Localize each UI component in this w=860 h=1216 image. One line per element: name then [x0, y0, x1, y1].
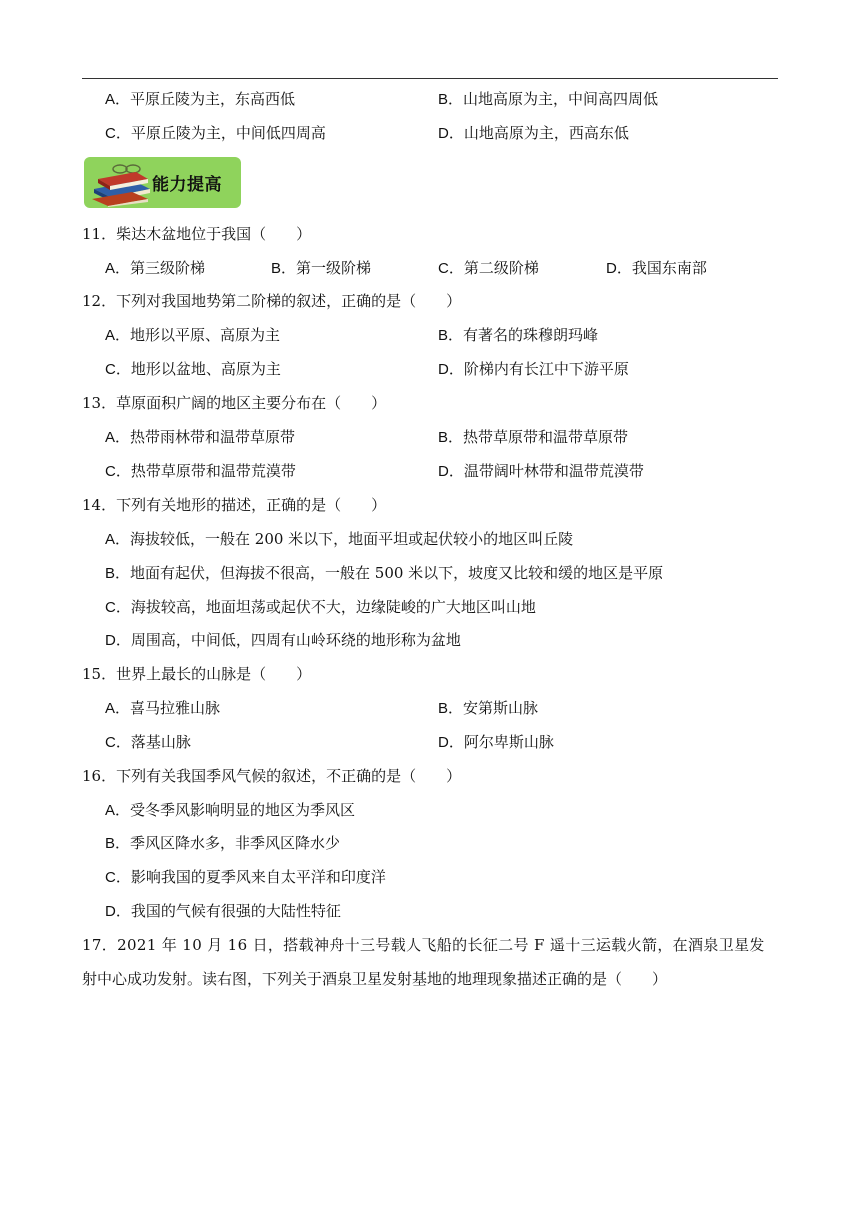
q13-stem: 13．草原面积广阔的地区主要分布在（ ）: [82, 394, 387, 412]
q13-option-b: B．热带草原带和温带草原带: [438, 428, 629, 446]
q15-option-b: B．安第斯山脉: [438, 699, 539, 717]
q14-option-b: B．地面有起伏，但海拔不很高，一般在 500 米以下，坡度又比较和缓的地区是平原: [105, 564, 664, 582]
q10-option-c: C．平原丘陵为主，中间低四周高: [105, 124, 326, 142]
q11-option-b: B．第一级阶梯: [271, 259, 372, 277]
q15-option-a: A．喜马拉雅山脉: [105, 699, 221, 717]
q13-option-c: C．热带草原带和温带荒漠带: [105, 462, 296, 480]
banner-label: 能力提高: [152, 175, 222, 195]
q13-option-d: D．温带阔叶林带和温带荒漠带: [438, 462, 644, 480]
q12-option-b: B．有著名的珠穆朗玛峰: [438, 326, 599, 344]
q14-option-a: A．海拔较低，一般在 200 米以下，地面平坦或起伏较小的地区叫丘陵: [105, 530, 574, 548]
q15-stem: 15．世界上最长的山脉是（ ）: [82, 665, 312, 683]
q15-option-d: D．阿尔卑斯山脉: [438, 733, 554, 751]
q11-option-d: D．我国东南部: [606, 259, 707, 277]
q16-option-b: B．季风区降水多，非季风区降水少: [105, 834, 341, 852]
q15-option-c: C．落基山脉: [105, 733, 191, 751]
q10-option-d: D．山地高原为主，西高东低: [438, 124, 629, 142]
q12-option-c: C．地形以盆地、高原为主: [105, 360, 281, 378]
q14-stem: 14．下列有关地形的描述，正确的是（ ）: [82, 496, 387, 514]
books-icon: [90, 159, 154, 207]
q14-option-d: D．周围高，中间低，四周有山岭环绕的地形称为盆地: [105, 631, 461, 649]
q16-option-d: D．我国的气候有很强的大陆性特征: [105, 902, 341, 920]
q10-option-b: B．山地高原为主，中间高四周低: [438, 90, 659, 108]
q10-option-a: A．平原丘陵为主，东高西低: [105, 90, 296, 108]
q13-option-a: A．热带雨林带和温带草原带: [105, 428, 296, 446]
q16-stem: 16．下列有关我国季风气候的叙述，不正确的是（ ）: [82, 767, 462, 785]
q11-option-a: A．第三级阶梯: [105, 259, 206, 277]
q11-option-c: C．第二级阶梯: [438, 259, 539, 277]
q12-stem: 12．下列对我国地势第二阶梯的叙述，正确的是（ ）: [82, 292, 462, 310]
q16-option-a: A．受冬季风影响明显的地区为季风区: [105, 801, 356, 819]
q17-stem-line2: 射中心成功发射。读右图，下列关于酒泉卫星发射基地的地理现象描述正确的是（ ）: [82, 970, 668, 988]
q17-stem-line1: 17．2021 年 10 月 16 日，搭载神舟十三号载人飞船的长征二号 F 遥十三运载火箭，在酒泉卫星发: [82, 936, 765, 954]
q14-option-c: C．海拔较高，地面坦荡或起伏不大，边缘陡峻的广大地区叫山地: [105, 598, 536, 616]
q16-option-c: C．影响我国的夏季风来自太平洋和印度洋: [105, 868, 386, 886]
section-banner: [84, 157, 241, 208]
header-rule: [82, 78, 778, 79]
q12-option-d: D．阶梯内有长江中下游平原: [438, 360, 629, 378]
q12-option-a: A．地形以平原、高原为主: [105, 326, 281, 344]
q11-stem: 11．柴达木盆地位于我国（ ）: [82, 225, 312, 243]
